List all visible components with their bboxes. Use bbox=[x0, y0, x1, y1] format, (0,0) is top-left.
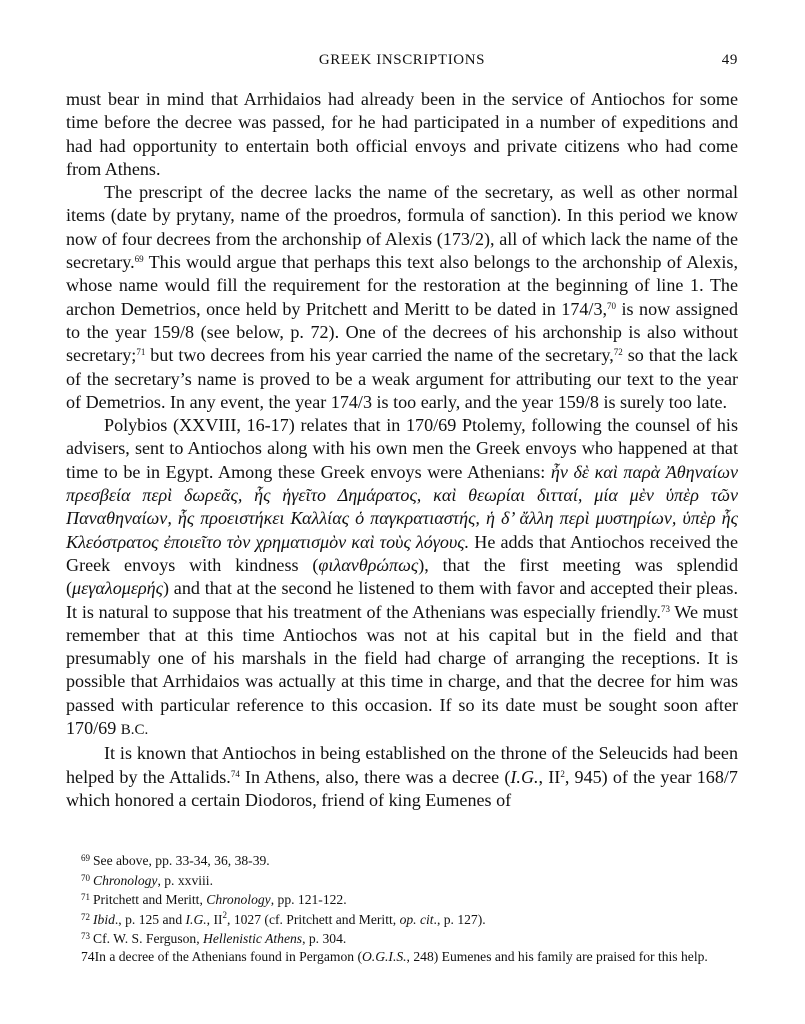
footnotes bbox=[66, 850, 738, 966]
footnote-70: $^{70}$ Chronology, p. xxviii. bbox=[81, 872, 213, 888]
greek-word-megalomeres: μεγαλομερής bbox=[72, 578, 163, 599]
greek-word-philanthropos: φιλανθρώπως bbox=[318, 554, 419, 575]
footnote-73: $^{73}$ Cf. W. S. Ferguson, Hellenistic Athens, p. 304. bbox=[81, 931, 347, 947]
footnote-ref-74: 74 bbox=[230, 768, 240, 779]
paragraph-2: The prescript of the decree lacks the name of the secretary, as well as other normal items (date by prytany, name of the proedros, formula of sanction). In this period we know now of four decrees from the archonship of Alexis (173/2), all of which lack the name of the secretary.$^{69}$ This would argue that perhaps this text also belongs to the archonship of Alexis, whose name would fill the requirement for the restoration at the beginning of line 1. The archon Demetrios, once held by Pritchett and Meritt to be dated in 174/3,70 is now assigned to the year 159/8 (see below, p. 72). One of the decrees of his archonship is also without secretary;$^{71}$ but two decrees from his year carried the name of the secretary,$^{72}$ so that the lack of the secretary’s name is proved to be a weak argument for attributing our text to the year of Demetrios. In any event, the year 174/3 is too early, and the year 159/8 is surely too late. bbox=[66, 182, 738, 412]
paragraph-3: Polybios (XXVIII, 16-17) relates that in 170/69 Ptolemy, following the counsel of his advisers, sent to Antiochos along with his own men the Greek envoys who happened at that time to be in Egypt. Among these Greek envoys were Athenians: ἦν δὲ καὶ παρὰ Ἀθηναίων πρεσβεία περὶ δωρεᾶς, ἧς ἡγεῖτο Δημάρατος, καὶ θεωρίαι διτταί, μία μὲν ὑπὲρ τῶν Παναθηναίων, ἧς προειστήκει Καλλίας ὁ παγκρατιαστής, ἡ δ’ ἄλλη περὶ μυστηρίων, ὑπὲρ ἧς Κλεόστρατος ἐποιεῖτο τὸν χρηματισμὸν καὶ τοὺς λόγους. He adds that Antiochos received the Greek envoys with kindness (φιλανθρώπως), that the first meeting was splendid (μεγαλομερής) and that at the second he listened to them with favor and accepted their pleas. It is natural to suppose that his treatment of the Athenians was especially friendly.$^{73}$ We must remember that at this time Antiochos was not at his capital but in the field and that presumably one of his marshals in the field had charge of arranging the receptions. It is possible that Arrhidaios was actually at this time in charge, and that the decree for him was passed with particular reference to this occasion. If so its date must be sought soon after 170/69 B.C. bbox=[66, 415, 739, 739]
footnote-ref-71: 71 bbox=[136, 347, 146, 358]
footnote-69: $^{69}$ See above, pp. 33-34, 36, 38-39. bbox=[81, 853, 270, 868]
page-number: 49 bbox=[721, 52, 738, 68]
footnote-ref-72: 72 bbox=[613, 347, 623, 358]
footnote-ref-70: 70 bbox=[607, 300, 617, 311]
footnote-74: 74In a decree of the Athenians found in Pergamon (O.G.I.S., 248) Eumenes and his family are praised for this help. bbox=[81, 948, 708, 964]
paragraph-4: It is known that Antiochos in being established on the throne of the Seleucids had been helped by the Attalids.$^{74}$ In Athens, also, there was a decree (I.G., $II^2$, 945) of the year 168/7 which honored a certain Diodoros, friend of king Eumenes of bbox=[66, 743, 738, 810]
greek-quotation: ἦν δὲ καὶ παρὰ Ἀθηναίων πρεσβεία περὶ δωρεᾶς, ἧς ἡγεῖτο Δημάρατος, καὶ θεωρίαι διτταί, μία μὲν ὑπὲρ τῶν Παναθηναίων, ἧς προειστήκει Καλλίας ὁ παγκρατιαστής, ἡ δ’ ἄλλη περὶ μυστηρίων, ὑπὲρ ἧς Κλεόστρατος ἐποιεῖτο τὸν χρηματισμὸν καὶ τοὺς λόγους. bbox=[66, 461, 738, 552]
footnote-ref-73: 73 bbox=[660, 603, 670, 614]
footnote-72: $^{72}$ Ibid., p. 125 and I.G., $II^2$, 1027 (cf. Pritchett and Meritt, op. cit., p. 127). bbox=[81, 909, 486, 927]
footnote-71: $^{71}$ Pritchett and Meritt, Chronology, pp. 121-122. bbox=[81, 892, 347, 908]
running-head bbox=[66, 52, 738, 74]
footnote-ref-69: 69 bbox=[134, 254, 144, 265]
running-title: GREEK INSCRIPTIONS bbox=[318, 52, 486, 68]
page bbox=[66, 52, 738, 812]
era-abbreviation: B.C. bbox=[120, 722, 149, 739]
body-text bbox=[66, 88, 738, 812]
paragraph-1: must bear in mind that Arrhidaios had already been in the service of Antiochos for some time before the decree was passed, for he had participated in a number of expeditions and had had opportunity to entertain both official envoys and private citizens who had come from Athens. bbox=[66, 89, 738, 179]
